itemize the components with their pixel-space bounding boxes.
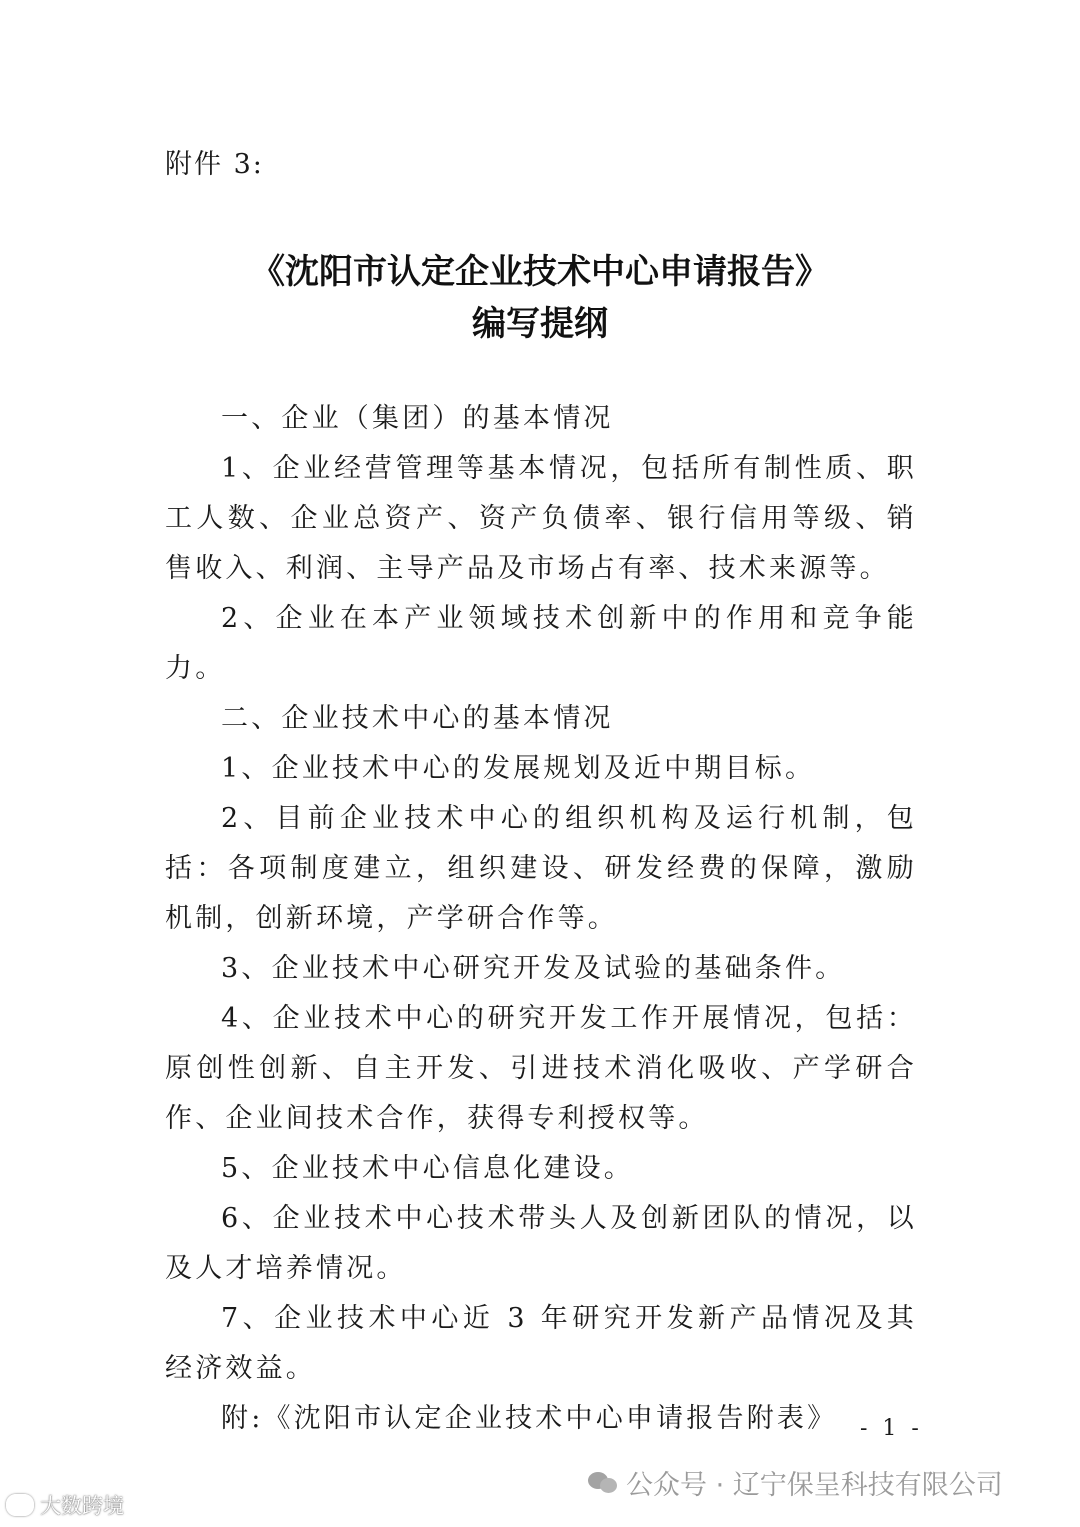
appendix-note: 附:《沈阳市认定企业技术中心申请报告附表》 [221, 1403, 838, 1434]
page-number: - 1 - [860, 1416, 923, 1441]
section-heading-2: 二、企业技术中心的基本情况 [221, 703, 614, 734]
paragraph-1-2: 2、企业在本产业领域技术创新中的作用和竞争能力。 [165, 603, 917, 684]
paragraph-2-3: 3、企业技术中心研究开发及试验的基础条件。 [221, 953, 846, 984]
document-title-line-1: 《沈阳市认定企业技术中心申请报告》 [251, 252, 829, 292]
watermark-source-text: 大数跨境 [40, 1494, 124, 1518]
watermark-account [588, 1463, 1003, 1502]
paragraph-2-6: 6、企业技术中心技术带头人及创新团队的情况，以及人才培养情况。 [165, 1203, 917, 1284]
watermark-source [6, 1490, 124, 1520]
paragraph-2-5: 5、企业技术中心信息化建设。 [221, 1153, 634, 1184]
watermark-account-text: 公众号 · 辽宁保呈科技有限公司 [626, 1470, 1003, 1501]
document-title-line-2: 编写提纲 [472, 304, 608, 344]
paragraph-2-2: 2、目前企业技术中心的组织机构及运行机制，包括：各项制度建立，组织建设、研发经费的保障，激励机制，创新环境，产学研合作等。 [165, 803, 917, 934]
wechat-icon [588, 1470, 618, 1496]
paragraph-1-1: 1、企业经营管理等基本情况，包括所有制性质、职工人数、企业总资产、资产负债率、银行信用等级、销售收入、利润、主导产品及市场占有率、技术来源等。 [165, 453, 917, 584]
section-heading-1: 一、企业（集团）的基本情况 [221, 403, 614, 434]
paragraph-2-4: 4、企业技术中心的研究开发工作开展情况，包括：原创性创新、自主开发、引进技术消化吸收、产学研合作、企业间技术合作，获得专利授权等。 [165, 1003, 917, 1134]
document-body [165, 394, 917, 1444]
paragraph-2-1: 1、企业技术中心的发展规划及近中期目标。 [221, 753, 816, 784]
logo-icon [6, 1494, 34, 1516]
paragraph-2-7: 7、企业技术中心近 3 年研究开发新产品情况及其经济效益。 [165, 1303, 917, 1384]
attachment-label: 附件 3: [165, 149, 264, 180]
